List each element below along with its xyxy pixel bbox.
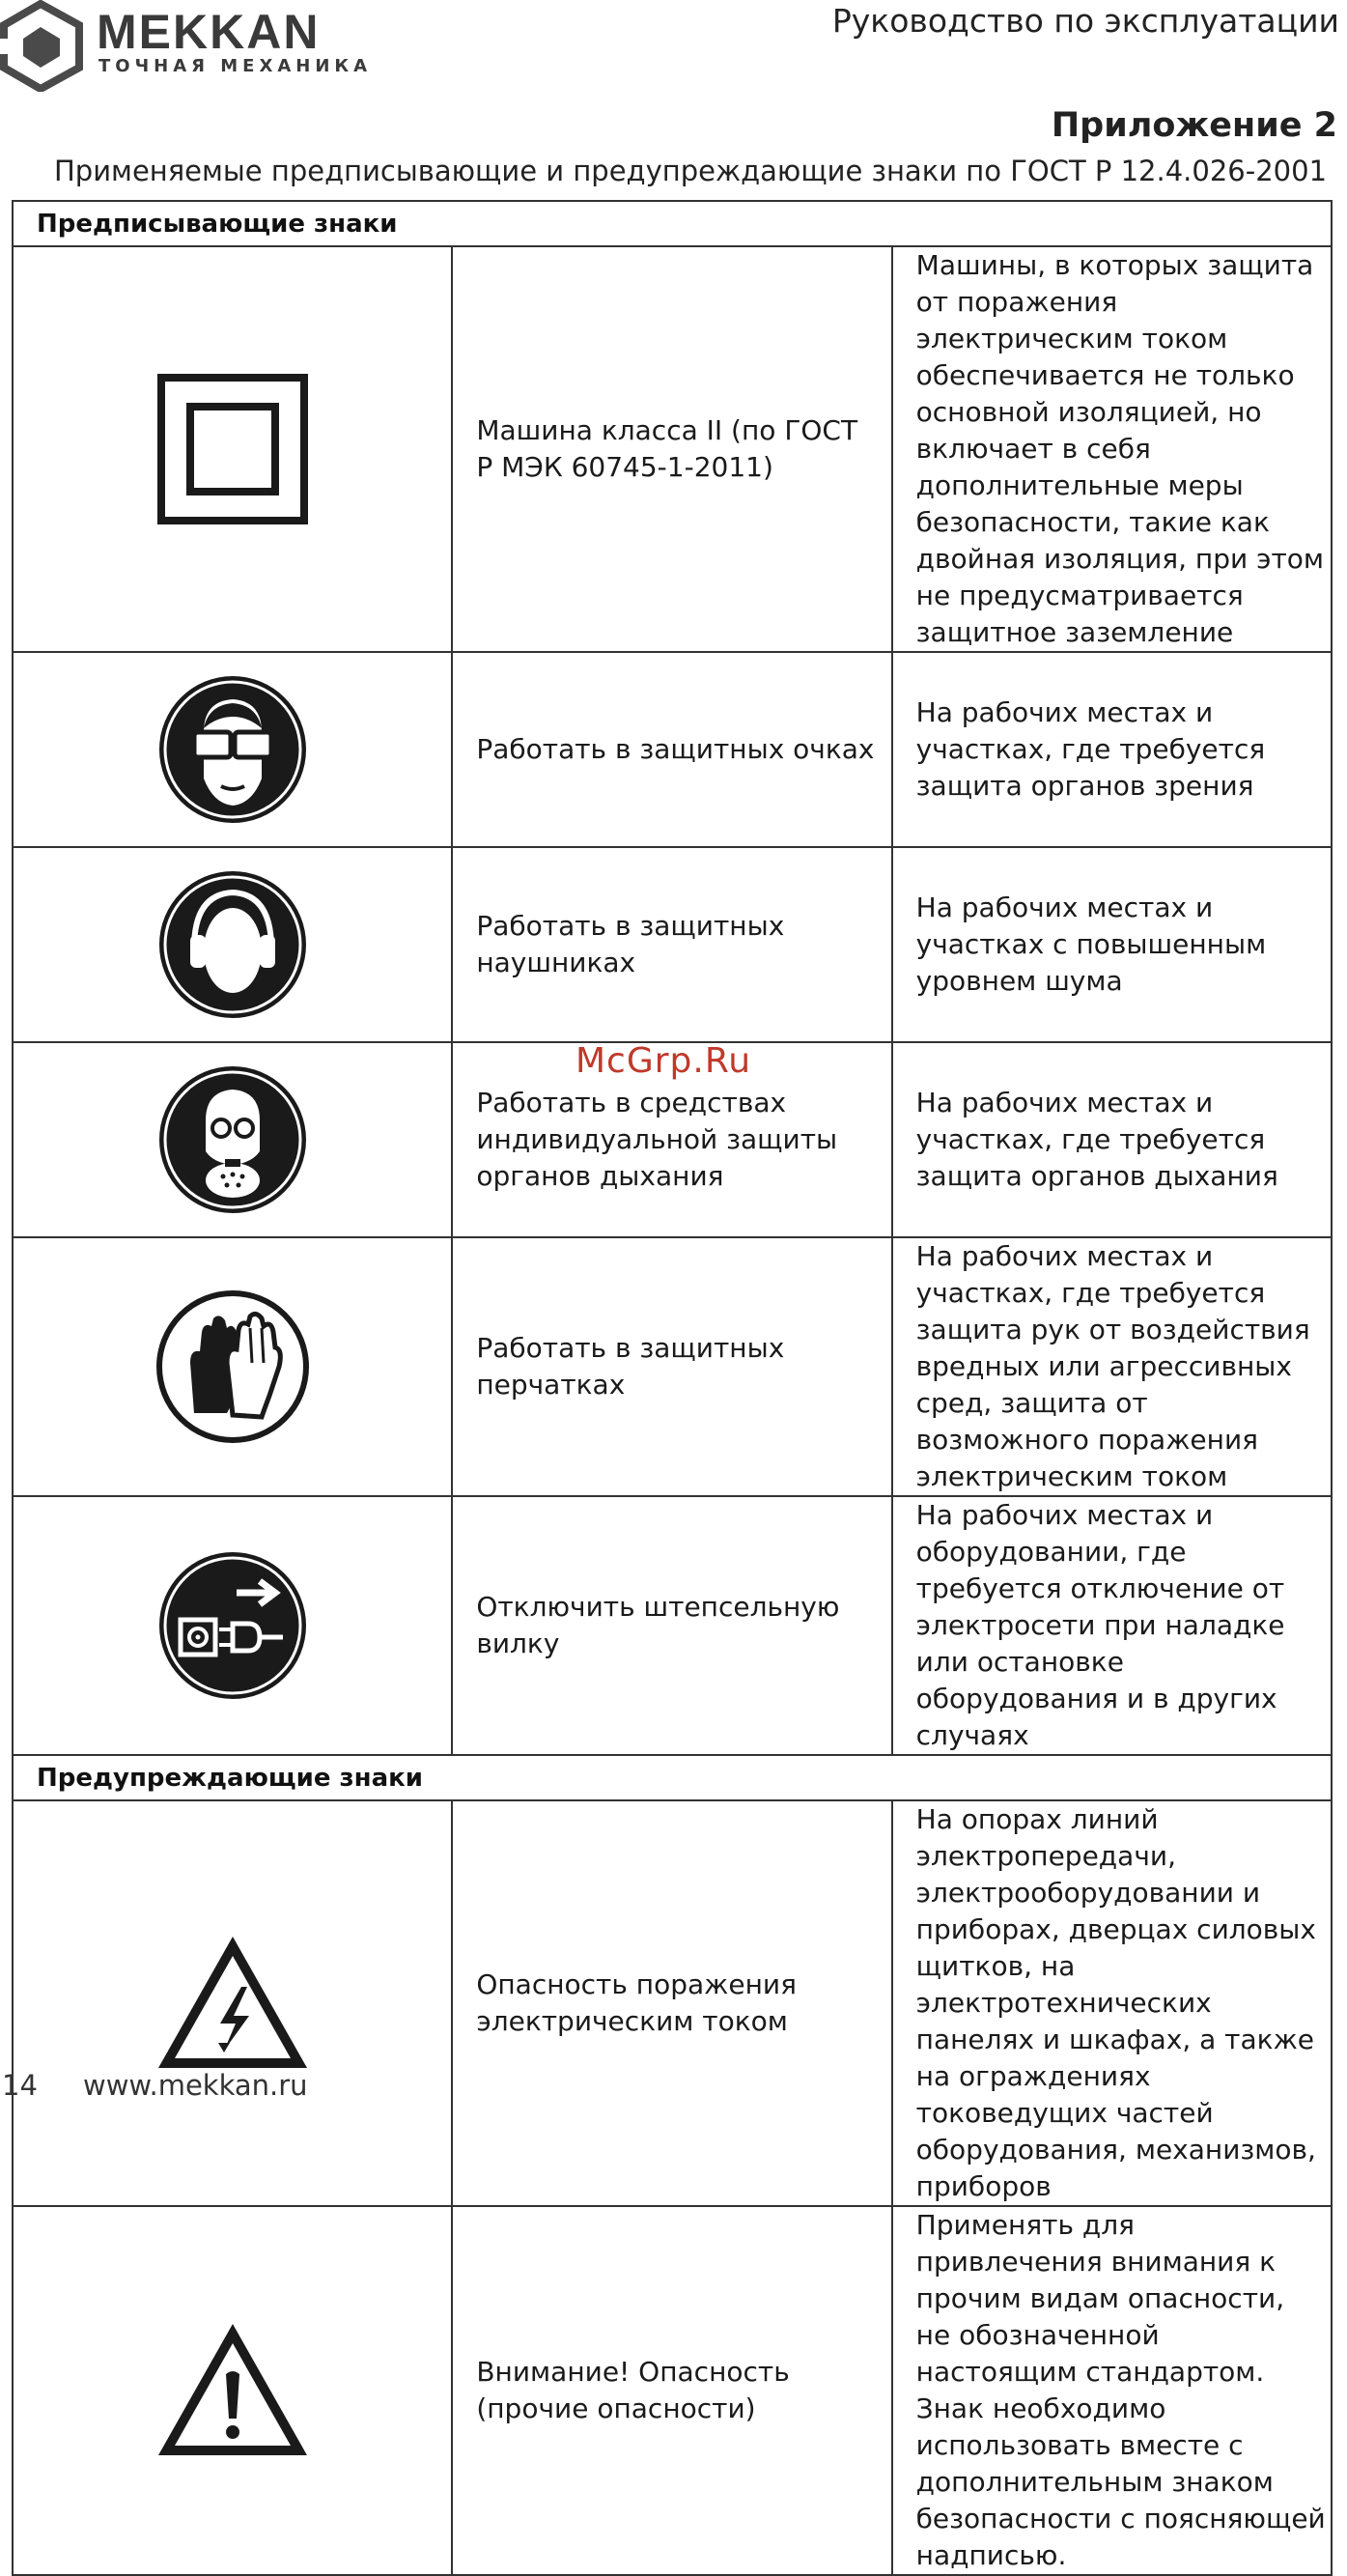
website-link[interactable]: www.mekkan.ru	[83, 2069, 308, 2102]
class-ii-double-square-icon	[155, 372, 310, 526]
signs-table	[12, 200, 1333, 2576]
section-title: Предписывающие знаки	[13, 201, 1332, 246]
ear-protection-icon	[155, 867, 310, 1022]
brand-name: MEKKAN	[97, 5, 321, 59]
sign-name: Работать в средствах индивидуальной защиты органов дыхания	[452, 1042, 891, 1237]
sign-name: Машина класса II (по ГОСТ Р МЭК 60745-1-2011)	[452, 246, 891, 652]
sign-description: На рабочих местах и оборудовании, где требуется отключение от электросети при наладке или остановке оборудования и в других случаях	[892, 1496, 1332, 1755]
table-row	[13, 2206, 1332, 2575]
electric-hazard-icon	[153, 1931, 313, 2076]
watermark: McGrp.Ru	[575, 1041, 752, 1081]
sign-description: Машины, в которых защита от поражения электрическим током обеспечивается не только основной изоляцией, но включает в себя дополнительные меры безопасности, такие как двойная изоляция, при этом не предусматривается защитное заземление	[892, 246, 1332, 652]
general-warning-icon	[153, 2318, 313, 2463]
unplug-icon	[155, 1548, 310, 1703]
table-row	[13, 1496, 1332, 1755]
sign-description: На рабочих местах и участках, где требуется защита рук от воздействия вредных или агрессивных сред, защита от возможного поражения электрическим током	[892, 1237, 1332, 1496]
document-title: Руководство по эксплуатации	[831, 2, 1339, 40]
sign-description: Применять для привлечения внимания к прочим видам опасности, не обозначенной настоящим стандартом. Знак необходимо использовать вместе с дополнительным знаком безопасности с поясняющей надписью.	[892, 2206, 1332, 2575]
sign-description: На опорах линий электропередачи, электрооборудовании и приборах, дверцах силовых щитков, на электротехнических панелях и шкафах, а также на ограждениях токоведущих частей оборудования, механизмов, приборов	[892, 1800, 1332, 2206]
logo-hexagon-icon	[0, 0, 87, 92]
sign-description: На рабочих местах и участках с повышенным уровнем шума	[892, 847, 1332, 1042]
safety-goggles-icon	[155, 672, 310, 827]
brand-tagline: ТОЧНАЯ МЕХАНИКА	[98, 56, 373, 76]
sign-name: Работать в защитных очках	[452, 652, 891, 847]
sign-name: Работать в защитных наушниках	[452, 847, 891, 1042]
sign-name: Отключить штепсельную вилку	[452, 1496, 891, 1755]
table-row	[13, 847, 1332, 1042]
sign-name: Опасность поражения электрическим током	[452, 1800, 891, 2206]
table-row	[13, 1800, 1332, 2206]
protective-gloves-icon	[155, 1289, 310, 1444]
respirator-mask-icon	[155, 1062, 310, 1217]
sign-description: На рабочих местах и участках, где требуется защита органов зрения	[892, 652, 1332, 847]
page-number: 14	[2, 2069, 38, 2102]
sign-name: Внимание! Опасность (прочие опасности)	[452, 2206, 891, 2575]
brand-logo	[0, 0, 373, 92]
section-header-mandatory	[13, 201, 1332, 246]
table-row	[13, 1237, 1332, 1496]
sign-name: Работать в защитных перчатках	[452, 1237, 891, 1496]
table-row	[13, 246, 1332, 652]
appendix-title: Приложение 2	[1051, 106, 1337, 145]
table-row	[13, 652, 1332, 847]
section-title: Предупреждающие знаки	[13, 1755, 1332, 1800]
sign-description: На рабочих местах и участках, где требуется защита органов дыхания	[892, 1042, 1332, 1237]
page-subtitle: Применяемые предписывающие и предупреждающие знаки по ГОСТ Р 12.4.026-2001	[54, 155, 1328, 187]
section-header-warning	[13, 1755, 1332, 1800]
